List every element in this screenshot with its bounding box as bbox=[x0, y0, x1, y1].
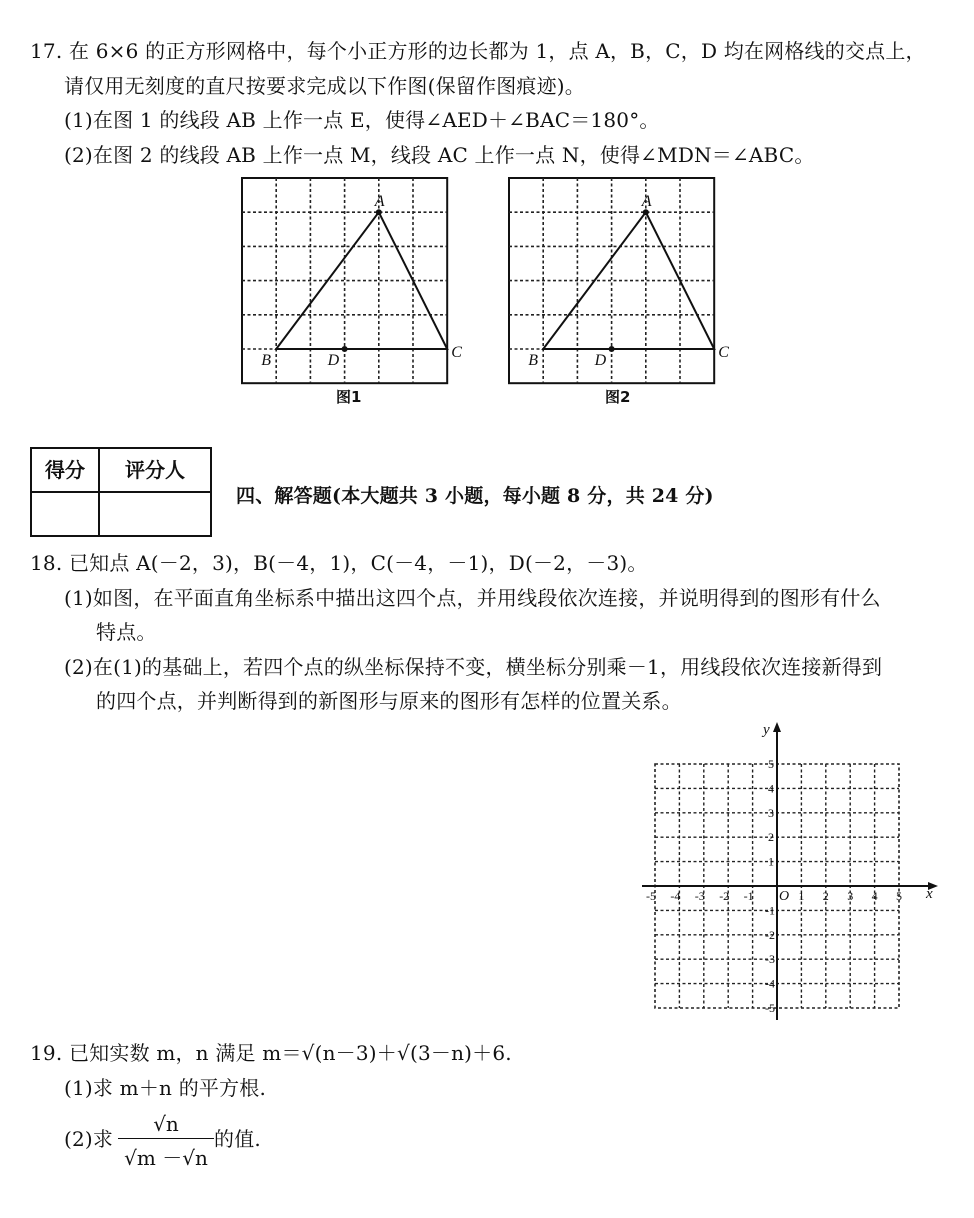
section-4-title: 四、解答题(本大题共 3 小题，每小题 8 分，共 24 分) bbox=[236, 485, 714, 507]
table-divider-horizontal bbox=[32, 491, 210, 493]
label-b: B bbox=[528, 352, 538, 369]
point-d bbox=[609, 346, 615, 352]
x-tick-label: -4 bbox=[670, 889, 681, 903]
q17-line1: 17. 在 6×6 的正方形网格中，每个小正方形的边长都为 1，点 A，B，C，D 均在网格线的交点上， bbox=[30, 39, 926, 63]
x-axis-label: x bbox=[926, 886, 933, 902]
y-tick-label: -5 bbox=[765, 1001, 775, 1015]
label-c: C bbox=[451, 344, 462, 361]
y-axis-arrow bbox=[773, 722, 781, 732]
q17-part1: (1)在图 1 的线段 AB 上作一点 E，使得∠AED＋∠BAC＝180°。 bbox=[64, 108, 660, 132]
y-tick-label: 1 bbox=[768, 854, 774, 869]
q19-fraction-numerator: √n bbox=[153, 1112, 179, 1136]
y-tick-label: 4 bbox=[768, 781, 774, 796]
score-header: 得分 bbox=[45, 458, 85, 482]
triangle-abc bbox=[276, 212, 447, 349]
x-tick-label: 4 bbox=[871, 889, 878, 903]
label-d: D bbox=[327, 352, 340, 369]
q17-line2: 请仅用无刻度的直尺按要求完成以下作图(保留作图痕迹)。 bbox=[64, 74, 586, 98]
label-a: A bbox=[374, 193, 385, 211]
grid-border bbox=[509, 178, 714, 383]
q17-part2: (2)在图 2 的线段 AB 上作一点 M，线段 AC 上作一点 N，使得∠MDN＝∠ABC。 bbox=[64, 143, 815, 167]
q18-part2b: 的四个点，并判断得到的新图形与原来的图形有怎样的位置关系。 bbox=[96, 689, 682, 713]
y-tick-label: -3 bbox=[765, 952, 775, 967]
q19-part2-prefix: (2)求 bbox=[64, 1127, 114, 1151]
y-tick-label: 2 bbox=[768, 830, 774, 845]
x-tick-label: -5 bbox=[646, 889, 656, 903]
label-b: B bbox=[261, 352, 271, 369]
q18-part1b: 特点。 bbox=[96, 620, 157, 644]
q19-line1: 19. 已知实数 m，n 满足 m＝√(n－3)＋√(3－n)＋6. bbox=[30, 1041, 512, 1065]
label-c: C bbox=[718, 344, 729, 361]
grid-border bbox=[242, 178, 447, 383]
y-tick-label: -1 bbox=[765, 903, 775, 918]
q18-part2a: (2)在(1)的基础上，若四个点的纵坐标保持不变，横坐标分别乘－1，用线段依次连接新得到 bbox=[64, 655, 883, 679]
table-divider-vertical bbox=[98, 449, 100, 535]
q19-part2-suffix: 的值. bbox=[214, 1127, 261, 1151]
origin-label: O bbox=[779, 889, 790, 904]
y-tick-label: 5 bbox=[768, 757, 774, 771]
point-d bbox=[342, 346, 348, 352]
q19-fraction-bar bbox=[118, 1138, 214, 1139]
q18-part1a: (1)如图，在平面直角坐标系中描出这四个点，并用线段依次连接，并说明得到的图形有什么 bbox=[64, 586, 881, 610]
coordinate-plane bbox=[636, 716, 948, 1028]
figure-1-caption: 图1 bbox=[336, 388, 362, 406]
x-tick-label: -3 bbox=[694, 889, 705, 903]
x-tick-label: 3 bbox=[847, 889, 854, 903]
q19-fraction-denominator: √m －√n bbox=[124, 1146, 208, 1170]
y-tick-label: -4 bbox=[765, 976, 775, 991]
x-tick-label: 2 bbox=[822, 889, 829, 903]
x-tick-label: 5 bbox=[896, 889, 902, 903]
score-table bbox=[30, 447, 212, 537]
triangle-abc bbox=[543, 212, 714, 349]
figure-2-grid bbox=[503, 172, 729, 387]
y-tick-label: -2 bbox=[765, 927, 775, 942]
figure-2-caption: 图2 bbox=[605, 388, 631, 406]
figure-1-grid bbox=[236, 172, 462, 387]
y-axis-label: y bbox=[763, 722, 770, 738]
x-tick-label: -2 bbox=[719, 889, 730, 903]
x-tick-label: 1 bbox=[798, 889, 805, 903]
grader-header: 评分人 bbox=[125, 458, 185, 482]
q19-part1: (1)求 m＋n 的平方根. bbox=[64, 1076, 267, 1100]
q18-line1: 18. 已知点 A(－2，3)，B(－4，1)，C(－4，－1)，D(－2，－3)。 bbox=[30, 551, 648, 575]
label-d: D bbox=[594, 352, 607, 369]
label-a: A bbox=[641, 193, 652, 211]
y-tick-label: 3 bbox=[768, 805, 774, 820]
x-tick-label: -1 bbox=[743, 889, 754, 903]
